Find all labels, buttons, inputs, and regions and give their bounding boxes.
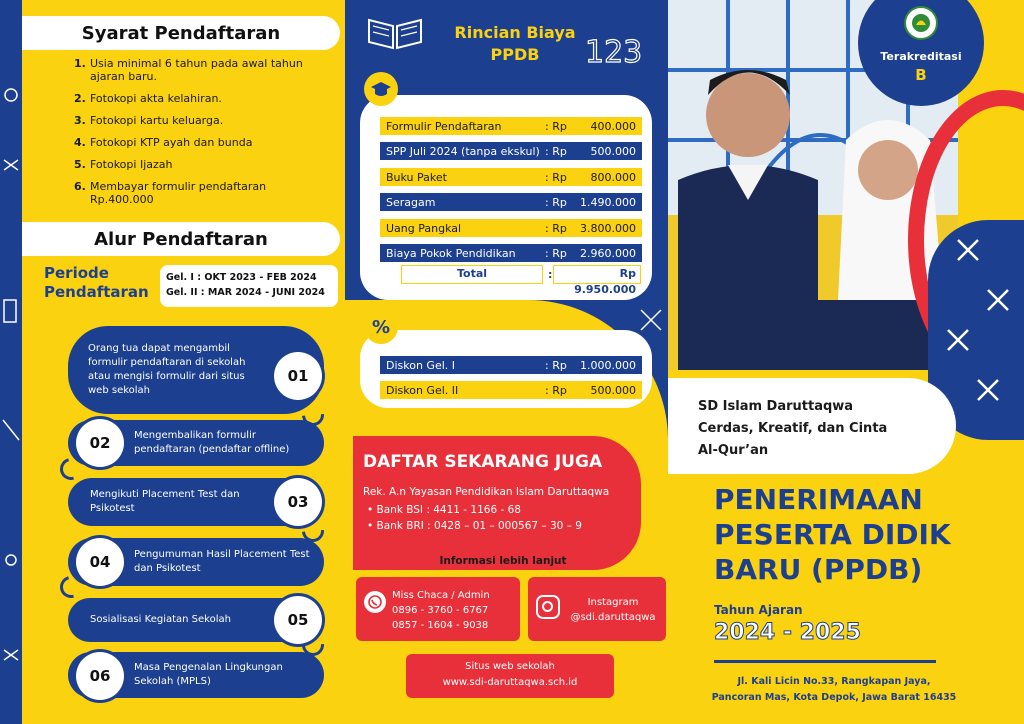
whatsapp-contact[interactable] xyxy=(356,577,520,641)
ig-label: Instagram xyxy=(587,597,639,608)
website-link[interactable] xyxy=(406,654,614,698)
list-item: 1. Usia minimal 6 tahun pada awal tahun ajaran baru. xyxy=(74,57,303,83)
list-item: 5. Fotokopi Ijazah xyxy=(74,158,173,171)
account-name: Rek. A.n Yayasan Pendidikan Islam Daruttaqwa xyxy=(363,486,610,498)
table-row: Buku Paket : Rp 800.000 xyxy=(380,168,642,186)
accreditation-label: Terakreditasi xyxy=(880,50,962,63)
wa-phone-1: 0896 - 3760 - 6767 xyxy=(392,605,489,616)
graduation-cap-icon xyxy=(364,72,398,106)
accreditation-grade: B xyxy=(915,66,927,84)
gel2-text: Gel. II : MAR 2024 - JUNI 2024 xyxy=(166,287,325,298)
left-panel xyxy=(0,0,345,724)
table-row: Formulir Pendaftaran : Rp 400.000 xyxy=(380,117,642,135)
bank-bsi: • Bank BSI : 4411 - 1166 - 68 xyxy=(367,504,521,516)
step-num: 06 xyxy=(76,652,124,700)
table-row: Biaya Pokok Pendidikan : Rp 2.960.000 xyxy=(380,244,642,262)
address-line: Jl. Kali Licin No.33, Rangkapan Jaya, xyxy=(737,676,931,687)
costs-title: Rincian Biaya PPDB xyxy=(454,23,576,64)
step-text: Pengumuman Hasil Placement Test dan Psikotest xyxy=(134,549,310,574)
list-item: 6. Membayar formulir pendaftaran Rp.400.000 xyxy=(74,180,267,206)
headline xyxy=(714,482,951,587)
register-title: DAFTAR SEKARANG JUGA xyxy=(363,452,603,472)
tagline-card xyxy=(668,378,956,474)
whatsapp-icon xyxy=(364,591,386,613)
bank-bri: • Bank BRI : 0428 – 01 – 000567 – 30 – 9 xyxy=(367,520,582,532)
step-text: Masa Pengenalan Lingkungan Sekolah (MPLS) xyxy=(134,662,283,687)
school-logo-icon xyxy=(904,6,938,40)
headline-line: PENERIMAAN xyxy=(714,483,923,516)
instagram-icon xyxy=(536,595,560,619)
table-row: Diskon Gel. II : Rp 500.000 xyxy=(380,381,642,399)
step-text: Mengembalikan formulir pendaftaran (pendaftar offline) xyxy=(134,430,290,455)
periode-box xyxy=(160,265,338,307)
total-label: Total xyxy=(401,265,543,284)
step-num: 02 xyxy=(76,419,124,467)
step-text: Mengikuti Placement Test dan Psikotest xyxy=(90,489,240,514)
tagline-2: Al-Qur’an xyxy=(698,443,769,458)
step-num: 03 xyxy=(274,478,322,526)
list-item: 4. Fotokopi KTP ayah dan bunda xyxy=(74,136,253,149)
more-info-heading: Informasi lebih lanjut xyxy=(439,555,567,567)
school-name: SD Islam Daruttaqwa xyxy=(698,399,854,414)
address-line: Pancoran Mas, Kota Depok, Jawa Barat 16435 xyxy=(711,692,957,703)
divider xyxy=(714,660,936,663)
step-num: 05 xyxy=(274,596,322,644)
list-item: 2. Fotokopi akta kelahiran. xyxy=(74,92,222,105)
table-row: Diskon Gel. I : Rp 1.000.000 xyxy=(380,356,642,374)
table-row: Seragam : Rp 1.490.000 xyxy=(380,193,642,211)
table-row: SPP Juli 2024 (tanpa ekskul) : Rp 500.000 xyxy=(380,142,642,160)
total-value: Rp 9.950.000 xyxy=(553,265,641,284)
academic-year: 2024 - 2025 xyxy=(714,620,861,645)
wa-phone-2: 0857 - 1604 - 9038 xyxy=(392,620,489,631)
wa-name: Miss Chaca / Admin xyxy=(392,590,490,601)
gel1-text: Gel. I : OKT 2023 - FEB 2024 xyxy=(166,272,317,283)
periode-label: Periode Pendaftaran xyxy=(44,264,149,301)
headline-line: BARU (PPDB) xyxy=(714,553,923,586)
step-num: 04 xyxy=(76,538,124,586)
requirements-list xyxy=(74,57,324,215)
book-icon xyxy=(365,12,425,52)
headline-line: PESERTA DIDIK xyxy=(714,518,951,551)
web-label: Situs web sekolah xyxy=(465,661,555,672)
decorative-strip xyxy=(0,0,22,724)
address xyxy=(690,674,978,706)
register-box xyxy=(353,436,641,570)
table-row: Uang Pangkal : Rp 3.800.000 xyxy=(380,219,642,237)
year-label: Tahun Ajaran xyxy=(714,603,803,617)
step-text: Orang tua dapat mengambil formulir pendaftaran di sekolah atau mengisi formulir dari situs web sekolah xyxy=(88,343,246,396)
requirements-title: Syarat Pendaftaran xyxy=(22,16,340,50)
instagram-contact[interactable] xyxy=(528,577,666,641)
ig-handle: @sdi.daruttaqwa xyxy=(570,612,656,623)
tagline-1: Cerdas, Kreatif, dan Cinta xyxy=(698,421,888,436)
svg-text:123: 123 xyxy=(585,35,643,70)
web-url: www.sdi-daruttaqwa.sch.id xyxy=(442,677,578,688)
flow-title: Alur Pendaftaran xyxy=(22,222,340,256)
step-num: 01 xyxy=(274,352,322,400)
percent-icon: % xyxy=(364,310,398,344)
step-text: Sosialisasi Kegiatan Sekolah xyxy=(90,614,231,625)
doodle-icons xyxy=(0,0,22,724)
numbers-doodle-icon xyxy=(583,26,645,70)
right-panel xyxy=(668,0,1024,724)
total-separator: : xyxy=(548,268,553,281)
list-item: 3. Fotokopi kartu keluarga. xyxy=(74,114,224,127)
